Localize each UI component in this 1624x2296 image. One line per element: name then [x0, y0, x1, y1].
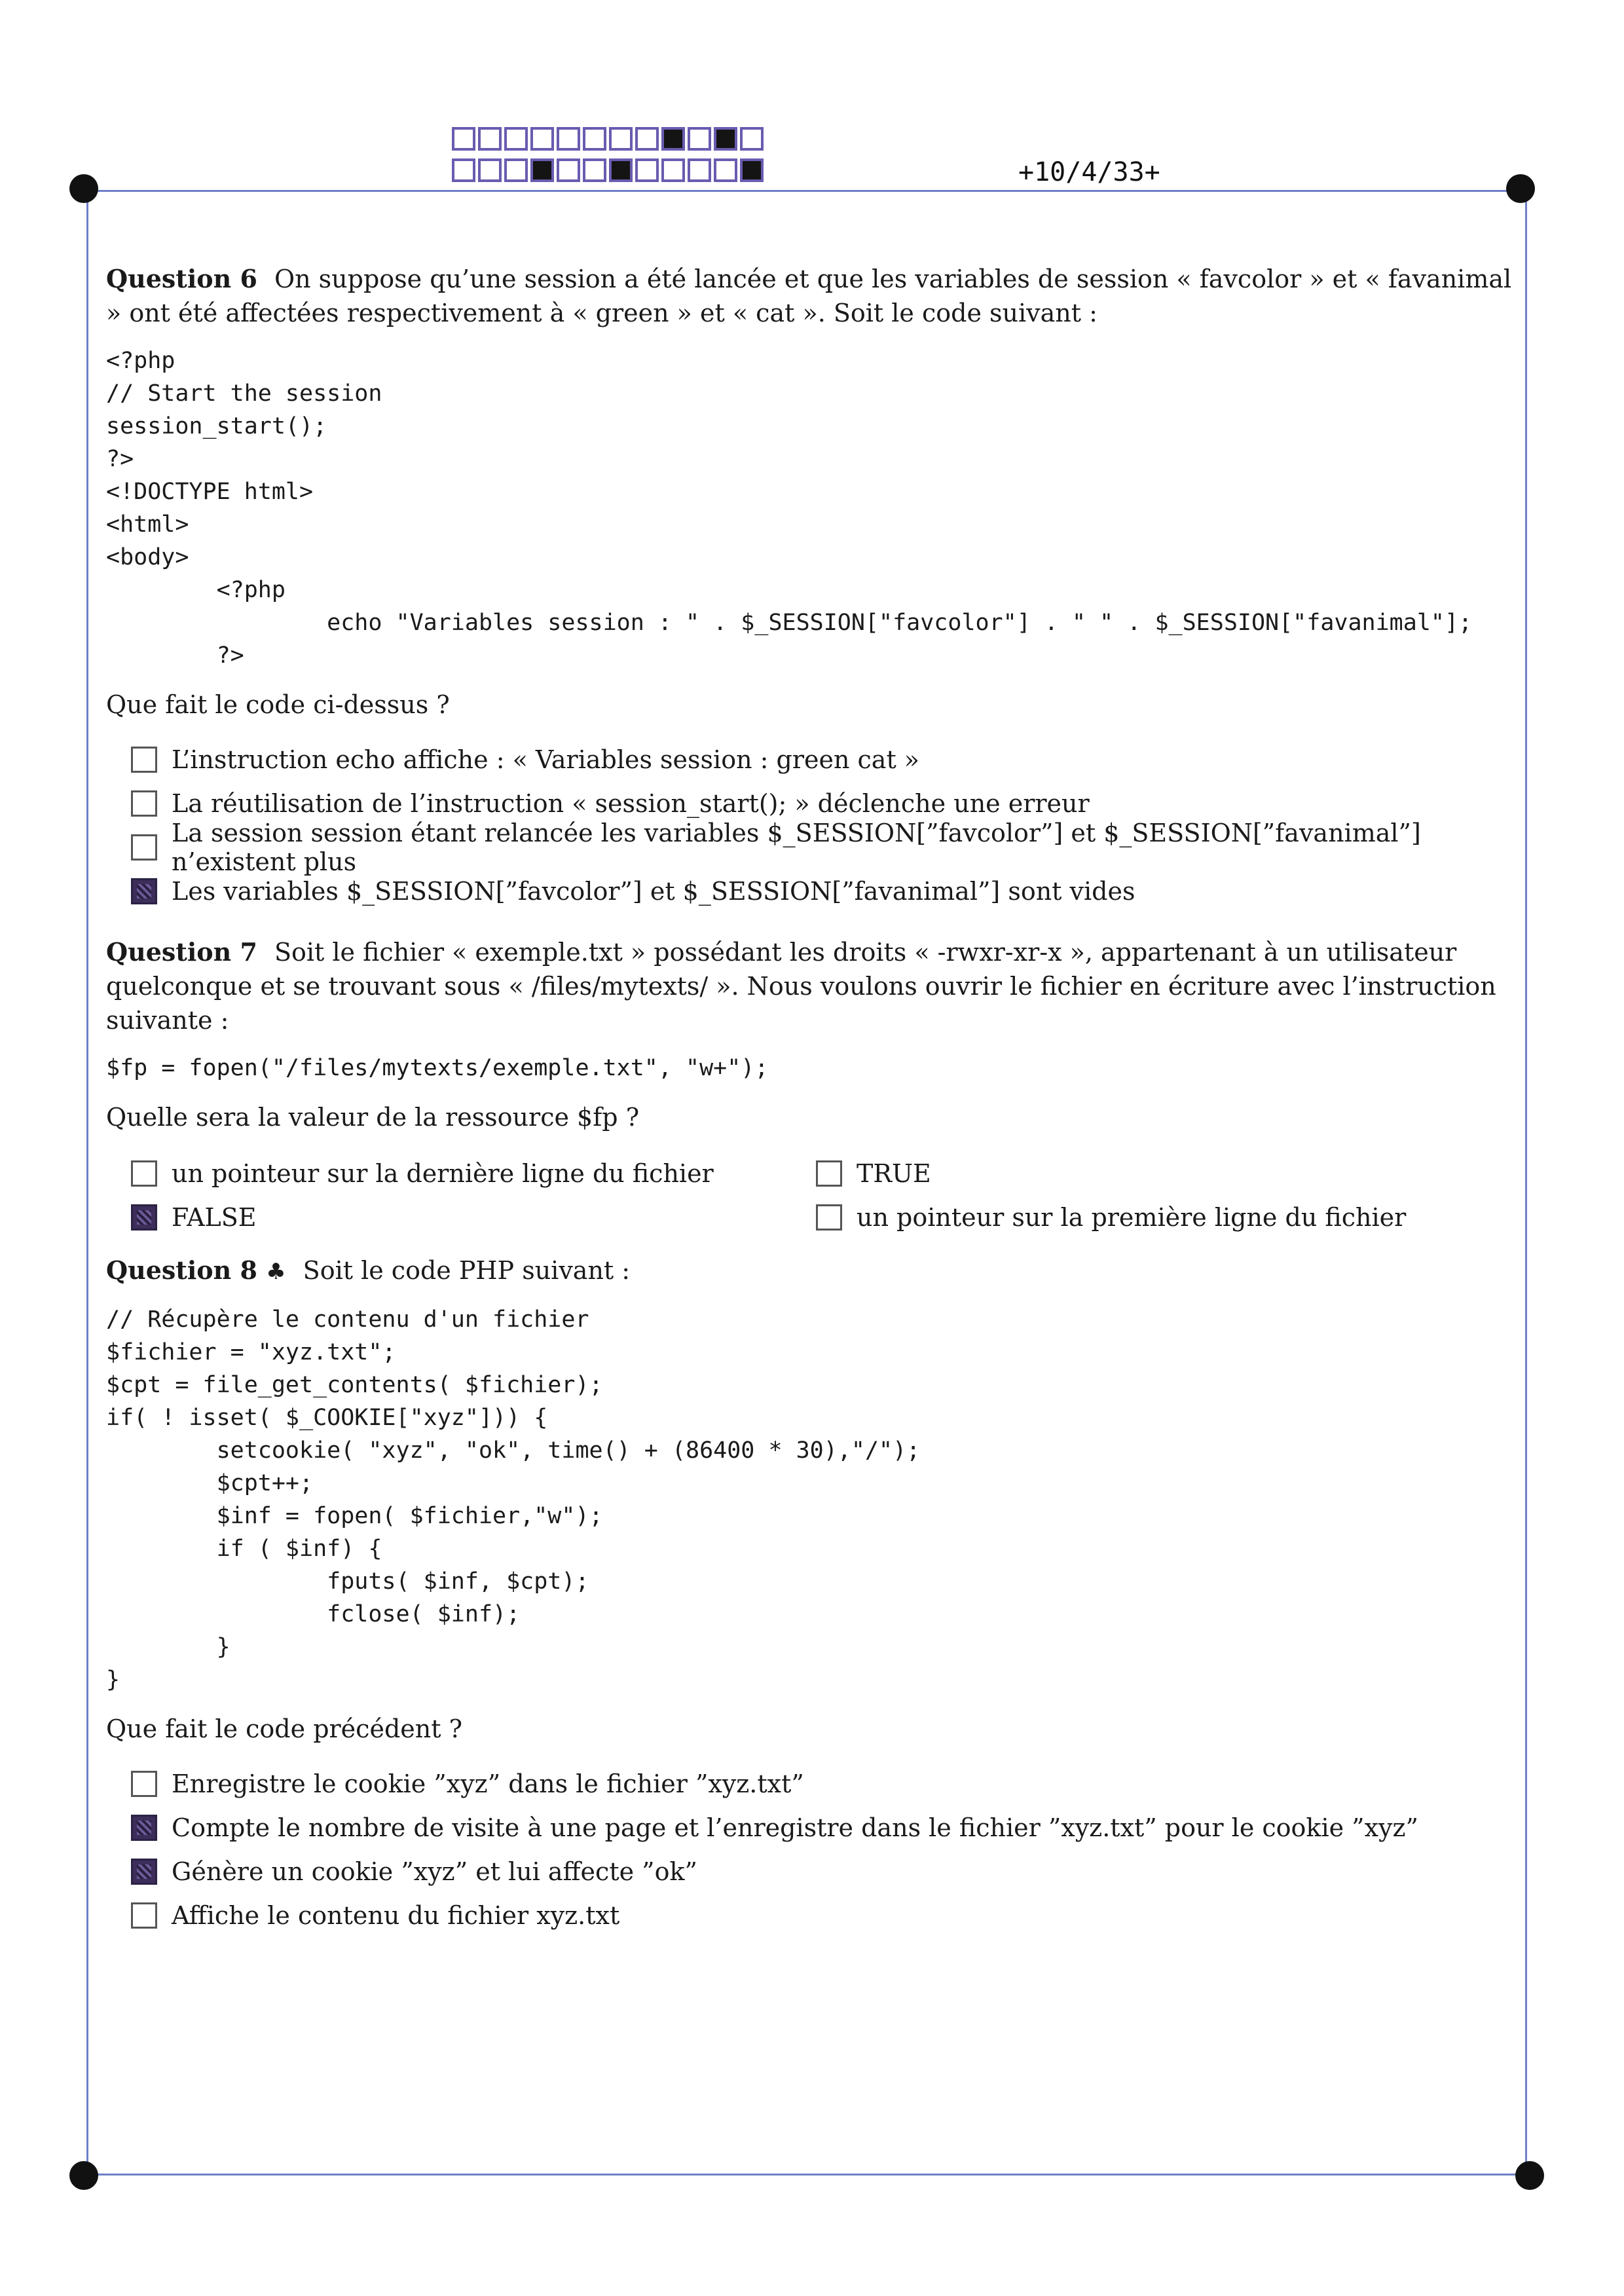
- registration-dot-top-right: [1506, 174, 1535, 203]
- barcode-cell: [635, 158, 659, 182]
- answer-label: TRUE: [857, 1158, 931, 1188]
- question-8-code: // Récupère le contenu d'un fichier $fichier = "xyz.txt"; $cpt = file_get_contents( $fichier); if( ! isset( $_COOKIE["xyz"])) { setcookie( "xyz", "ok", time() + (86400 * 30),"/"); $cpt++; $inf = fopen( $fichier,"w"); if ( $inf) { fputs( $inf, $cpt); fclose( $inf); } }: [106, 1306, 921, 1693]
- registration-dot-top-left: [69, 174, 98, 203]
- question-6-code: <?php // Start the session session_start(); ?> <!DOCTYPE html> <html> <body> <?php echo "Variables session : " . $_SESSION["favcolor"] . " " . $_SESSION["favanimal"]; ?>: [106, 348, 1473, 669]
- question-6-statement: [106, 262, 1514, 330]
- question-6-prompt: Que fait le code ci-dessus ?: [106, 690, 450, 719]
- barcode-cell: [661, 158, 685, 182]
- checkbox-checked[interactable]: [131, 878, 157, 904]
- question-8-answers: [106, 1762, 1514, 1937]
- barcode-cell: [661, 127, 685, 151]
- barcode-cell: [583, 127, 606, 151]
- checkbox-checked[interactable]: [131, 1859, 157, 1885]
- question-7-answers: [106, 1151, 1514, 1239]
- answer-label: La réutilisation de l’instruction « session_start(); » déclenche une erreur: [172, 788, 1090, 818]
- checkbox[interactable]: [816, 1160, 842, 1187]
- barcode-cell: [609, 127, 633, 151]
- question-8: [106, 1253, 1514, 1937]
- barcode-cell: [478, 127, 502, 151]
- question-8-statement: [106, 1253, 1514, 1289]
- barcode-row-2: [452, 158, 766, 182]
- barcode-cell: [688, 127, 711, 151]
- question-8-prompt: Que fait le code précédent ?: [106, 1714, 462, 1743]
- question-8-text: Soit le code PHP suivant :: [303, 1256, 631, 1285]
- barcode-cell: [452, 158, 475, 182]
- answer-label: Affiche le contenu du fichier xyz.txt: [172, 1900, 620, 1930]
- q7-answer-4[interactable]: [816, 1195, 1471, 1239]
- barcode-cell: [740, 127, 764, 151]
- registration-dot-bottom-left: [69, 2161, 98, 2190]
- question-7-text: Soit le fichier « exemple.txt » possédant les droits « -rwxr-xr-x », appartenant à un utilisateur quelconque et se trouvant sous « /files/mytexts/ ». Nous voulons ouvrir le fichier en écriture avec l’instruction suivante :: [106, 938, 1496, 1035]
- checkbox[interactable]: [131, 790, 157, 817]
- q8-answer-3[interactable]: [131, 1849, 1514, 1893]
- question-6-label: Question 6: [106, 264, 257, 293]
- answer-label: L’instruction echo affiche : « Variables session : green cat »: [172, 745, 920, 774]
- q7-answer-3[interactable]: [131, 1195, 816, 1239]
- barcode-cell: [478, 158, 502, 182]
- checkbox-checked[interactable]: [131, 1815, 157, 1841]
- question-6: [106, 262, 1514, 913]
- question-8-label-text: Question 8: [106, 1255, 257, 1285]
- question-6-answers: [106, 737, 1514, 913]
- page-id: +10/4/33+: [1018, 157, 1160, 187]
- barcode-cell: [714, 127, 737, 151]
- q6-answer-3[interactable]: [131, 818, 1514, 876]
- registration-dot-bottom-right: [1515, 2161, 1544, 2190]
- answer-label: un pointeur sur la première ligne du fichier: [857, 1202, 1407, 1232]
- checkbox-checked[interactable]: [131, 1204, 157, 1231]
- barcode-cell: [504, 127, 528, 151]
- q7-answer-2[interactable]: [816, 1151, 1471, 1195]
- barcode-cell: [504, 158, 528, 182]
- answer-label: FALSE: [172, 1202, 257, 1232]
- checkbox[interactable]: [131, 1160, 157, 1187]
- barcode-cell: [609, 158, 633, 182]
- barcode-cell: [583, 158, 606, 182]
- barcode-cell: [688, 158, 711, 182]
- barcode-cell: [530, 127, 554, 151]
- club-icon: ♣: [266, 1259, 286, 1285]
- question-6-text: On suppose qu’une session a été lancée et que les variables de session « favcolor » et « favanimal » ont été affectées respectivement à « green » et « cat ». Soit le code suivant :: [106, 265, 1512, 327]
- q7-answer-1[interactable]: [131, 1151, 816, 1195]
- checkbox[interactable]: [131, 1902, 157, 1929]
- q8-answer-2[interactable]: [131, 1805, 1514, 1849]
- question-7-label: Question 7: [106, 937, 257, 967]
- exam-content: [106, 262, 1514, 1937]
- barcode-cell: [557, 127, 580, 151]
- barcode-cell: [635, 127, 659, 151]
- answer-label: Génère un cookie ”xyz” et lui affecte ”ok”: [172, 1857, 697, 1886]
- question-7-code: $fp = fopen("/files/mytexts/exemple.txt", "w+");: [106, 1055, 769, 1081]
- answer-label: un pointeur sur la dernière ligne du fichier: [172, 1158, 714, 1188]
- answer-label: Compte le nombre de visite à une page et l’enregistre dans le fichier ”xyz.txt” pour le cookie ”xyz”: [172, 1813, 1418, 1842]
- checkbox[interactable]: [131, 747, 157, 773]
- checkbox[interactable]: [131, 834, 157, 861]
- question-7-prompt: Quelle sera la valeur de la ressource $fp ?: [106, 1103, 640, 1132]
- question-7-statement: [106, 935, 1514, 1037]
- checkbox[interactable]: [816, 1204, 842, 1231]
- barcode-row-1: [452, 127, 766, 151]
- q6-answer-1[interactable]: [131, 737, 1514, 781]
- answer-label: Enregistre le cookie ”xyz” dans le fichier ”xyz.txt”: [172, 1769, 804, 1798]
- question-8-label: [106, 1255, 286, 1285]
- barcode-cell: [714, 158, 737, 182]
- barcode-cell: [740, 158, 764, 182]
- barcode-cell: [452, 127, 475, 151]
- answer-label: La session session étant relancée les variables $_SESSION[”favcolor”] et $_SESSION[”favanimal”] n’existent plus: [172, 818, 1421, 876]
- q8-answer-4[interactable]: [131, 1893, 1514, 1937]
- barcode-cell: [530, 158, 554, 182]
- answer-label: Les variables $_SESSION[”favcolor”] et $_SESSION[”favanimal”] sont vides: [172, 876, 1135, 906]
- checkbox[interactable]: [131, 1771, 157, 1797]
- question-7: [106, 935, 1514, 1239]
- barcode-cell: [557, 158, 580, 182]
- q8-answer-1[interactable]: [131, 1762, 1514, 1805]
